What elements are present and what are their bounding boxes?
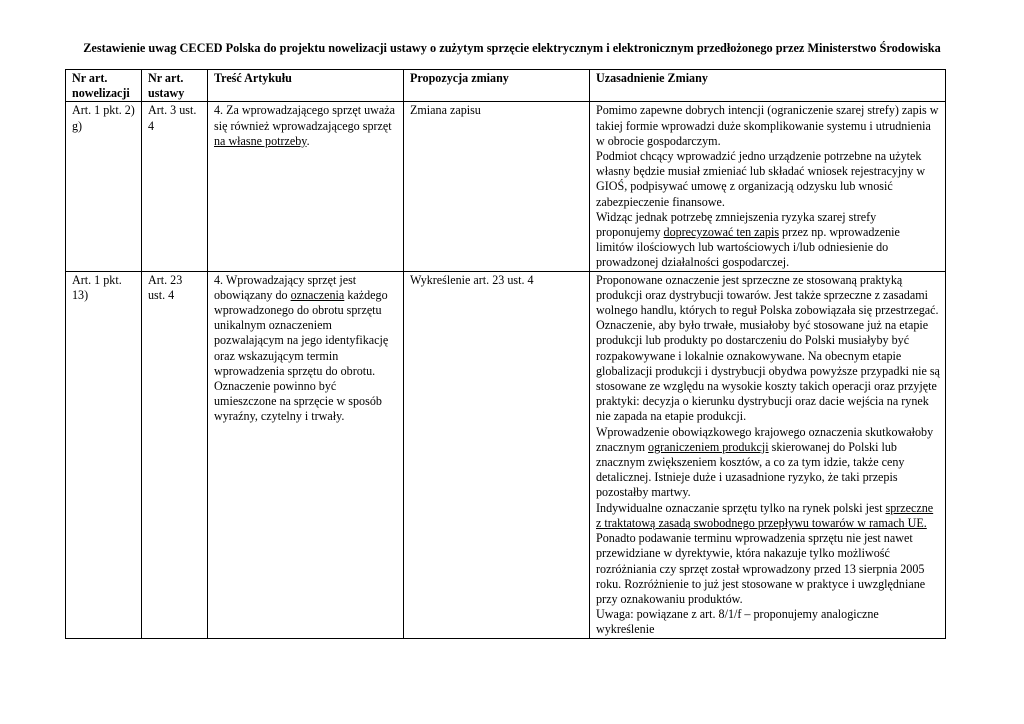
cell-nr-nowelizacji: Art. 1 pkt. 13)	[66, 271, 142, 638]
uzasadnienie-paragraph	[596, 210, 940, 271]
uzasadnienie-paragraph: Oznaczenie, aby było trwałe, musiałoby być stosowane już na etapie produkcji lub produkty po dostarczeniu do Polski musiałyby być rozpakowywane i lokalnie oznakowywane. Na obecnym etapie globalizacji produkcji i dystrybucji obydwa powyższe przypadki nie są stosowane ze względu na wysokie koszty takich operacji oraz przyjęte praktyki: decyzja o kierunku dystrybucji oraz dacie wejścia na rynek nie zapada na etapie produkcji.	[596, 318, 940, 424]
uzasadnienie-paragraph	[596, 425, 940, 501]
tresc-text-end: .	[306, 133, 310, 148]
cell-tresc-artykulu	[208, 102, 404, 271]
tresc-underlined-text: na własne potrzeby	[214, 133, 307, 148]
uzasadnienie-paragraph: Uwaga: powiązane z art. 8/1/f – proponujemy analogiczne wykreślenie	[596, 607, 879, 637]
tresc-text-end: każdego wprowadzonego do obrotu sprzętu unikalnym oznaczeniem pozwalającym na jego identyfikację oraz wskazującym termin wprowadzenia sprzętu do obrotu. Oznaczenie powinno być umieszczone na sprzęcie w sposób wyraźny, czytelny i trwały.	[214, 287, 389, 424]
uzasadnienie-paragraph: Proponowane oznaczenie jest sprzeczne ze stosowaną praktyką produkcji oraz dystrybucji towarów. Jest także sprzeczne z zasadami wolnego handlu, których to reguł Polska zobowiązała się przestrzegać.	[596, 272, 939, 318]
header-propozycja-zmiany: Propozycja zmiany	[404, 70, 590, 102]
cell-nr-ustawy: Art. 23 ust. 4	[142, 271, 208, 638]
cell-nr-ustawy: Art. 3 ust. 4	[142, 102, 208, 271]
comments-table	[65, 69, 946, 639]
document-title: Zestawienie uwag CECED Polska do projektu nowelizacji ustawy o zużytym sprzęcie elektrycznym i elektronicznym przedłożonego przez Ministerstwo Środowiska	[83, 41, 941, 55]
cell-uzasadnienie	[590, 102, 946, 271]
cell-propozycja-zmiany: Wykreślenie art. 23 ust. 4	[404, 271, 590, 638]
uzasadnienie-underlined-text: sprzeczne z traktatową zasadą swobodnego przepływu towarów w ramach UE.	[596, 500, 934, 530]
uzasadnienie-text-end: przez np. wprowadzenie limitów ilościowych lub wartościowych i/lub odniesienie do prowadzonej działalności gospodarczej.	[596, 225, 900, 270]
uzasadnienie-paragraph: Podmiot chcący wprowadzić jedno urządzenie potrzebne na użytek własny będzie musiał zmieniać lub składać wniosek rejestracyjny w GIOŚ, podpisywać umowę z organizacją odzysku lub wnosić zabezpieczenie finansowe.	[596, 149, 926, 209]
tresc-underlined-text: oznaczenia	[290, 287, 345, 302]
uzasadnienie-underlined-text: doprecyzować ten zapis	[663, 225, 780, 240]
cell-nr-nowelizacji: Art. 1 pkt. 2) g)	[66, 102, 142, 271]
header-tresc-artykulu: Treść Artykułu	[208, 70, 404, 102]
uzasadnienie-paragraph: Pomimo zapewne dobrych intencji (ograniczenie szarej strefy) zapis w takiej formie wprowadzi duże skomplikowanie systemu i utrudnienia w obrocie gospodarczym.	[596, 103, 939, 148]
uzasadnienie-paragraph	[596, 501, 940, 531]
table-row	[66, 102, 946, 271]
table-header-row	[66, 70, 946, 102]
table-row	[66, 271, 946, 638]
cell-tresc-artykulu	[208, 271, 404, 638]
header-nr-nowelizacji: Nr art. nowelizacji	[66, 70, 142, 102]
tresc-text: 4. Za wprowadzającego sprzęt uważa się również wprowadzającego sprzęt	[214, 103, 395, 133]
header-uzasadnienie-zmiany: Uzasadnienie Zmiany	[590, 70, 946, 102]
cell-uzasadnienie	[590, 271, 946, 638]
uzasadnienie-text: Wprowadzenie obowiązkowego krajowego oznaczenia skutkowałoby znacznym	[596, 424, 934, 454]
uzasadnienie-text: Widząc jednak potrzebę zmniejszenia ryzyka szarej strefy proponujemy	[596, 209, 877, 240]
cell-propozycja-zmiany: Zmiana zapisu	[404, 102, 590, 271]
uzasadnienie-underlined-text: ograniczeniem produkcji	[648, 439, 769, 454]
tresc-text: 4. Wprowadzający sprzęt jest obowiązany do	[214, 272, 357, 302]
uzasadnienie-text: Indywidualne oznaczanie sprzętu tylko na rynek polski jest	[596, 500, 886, 515]
uzasadnienie-text-end: skierowanej do Polski lub znacznym zwiększeniem kosztów, a co za tym idzie, także ceny detalicznej. Istnieje duże i uzasadnione ryzyko, że taki przepis pozostałby martwy.	[596, 439, 905, 500]
header-nr-ustawy: Nr art. ustawy	[142, 70, 208, 102]
uzasadnienie-paragraph: Ponadto podawanie terminu wprowadzenia sprzętu nie jest nawet przewidziane w dyrektywie, która nakazuje tylko możliwość rozróżniania czy sprzęt został wprowadzony przed 13 sierpnia 2005 roku. Rozróżnienie to już jest stosowane w praktyce i uwzględniane przy oznakowaniu produktów.	[596, 531, 926, 606]
